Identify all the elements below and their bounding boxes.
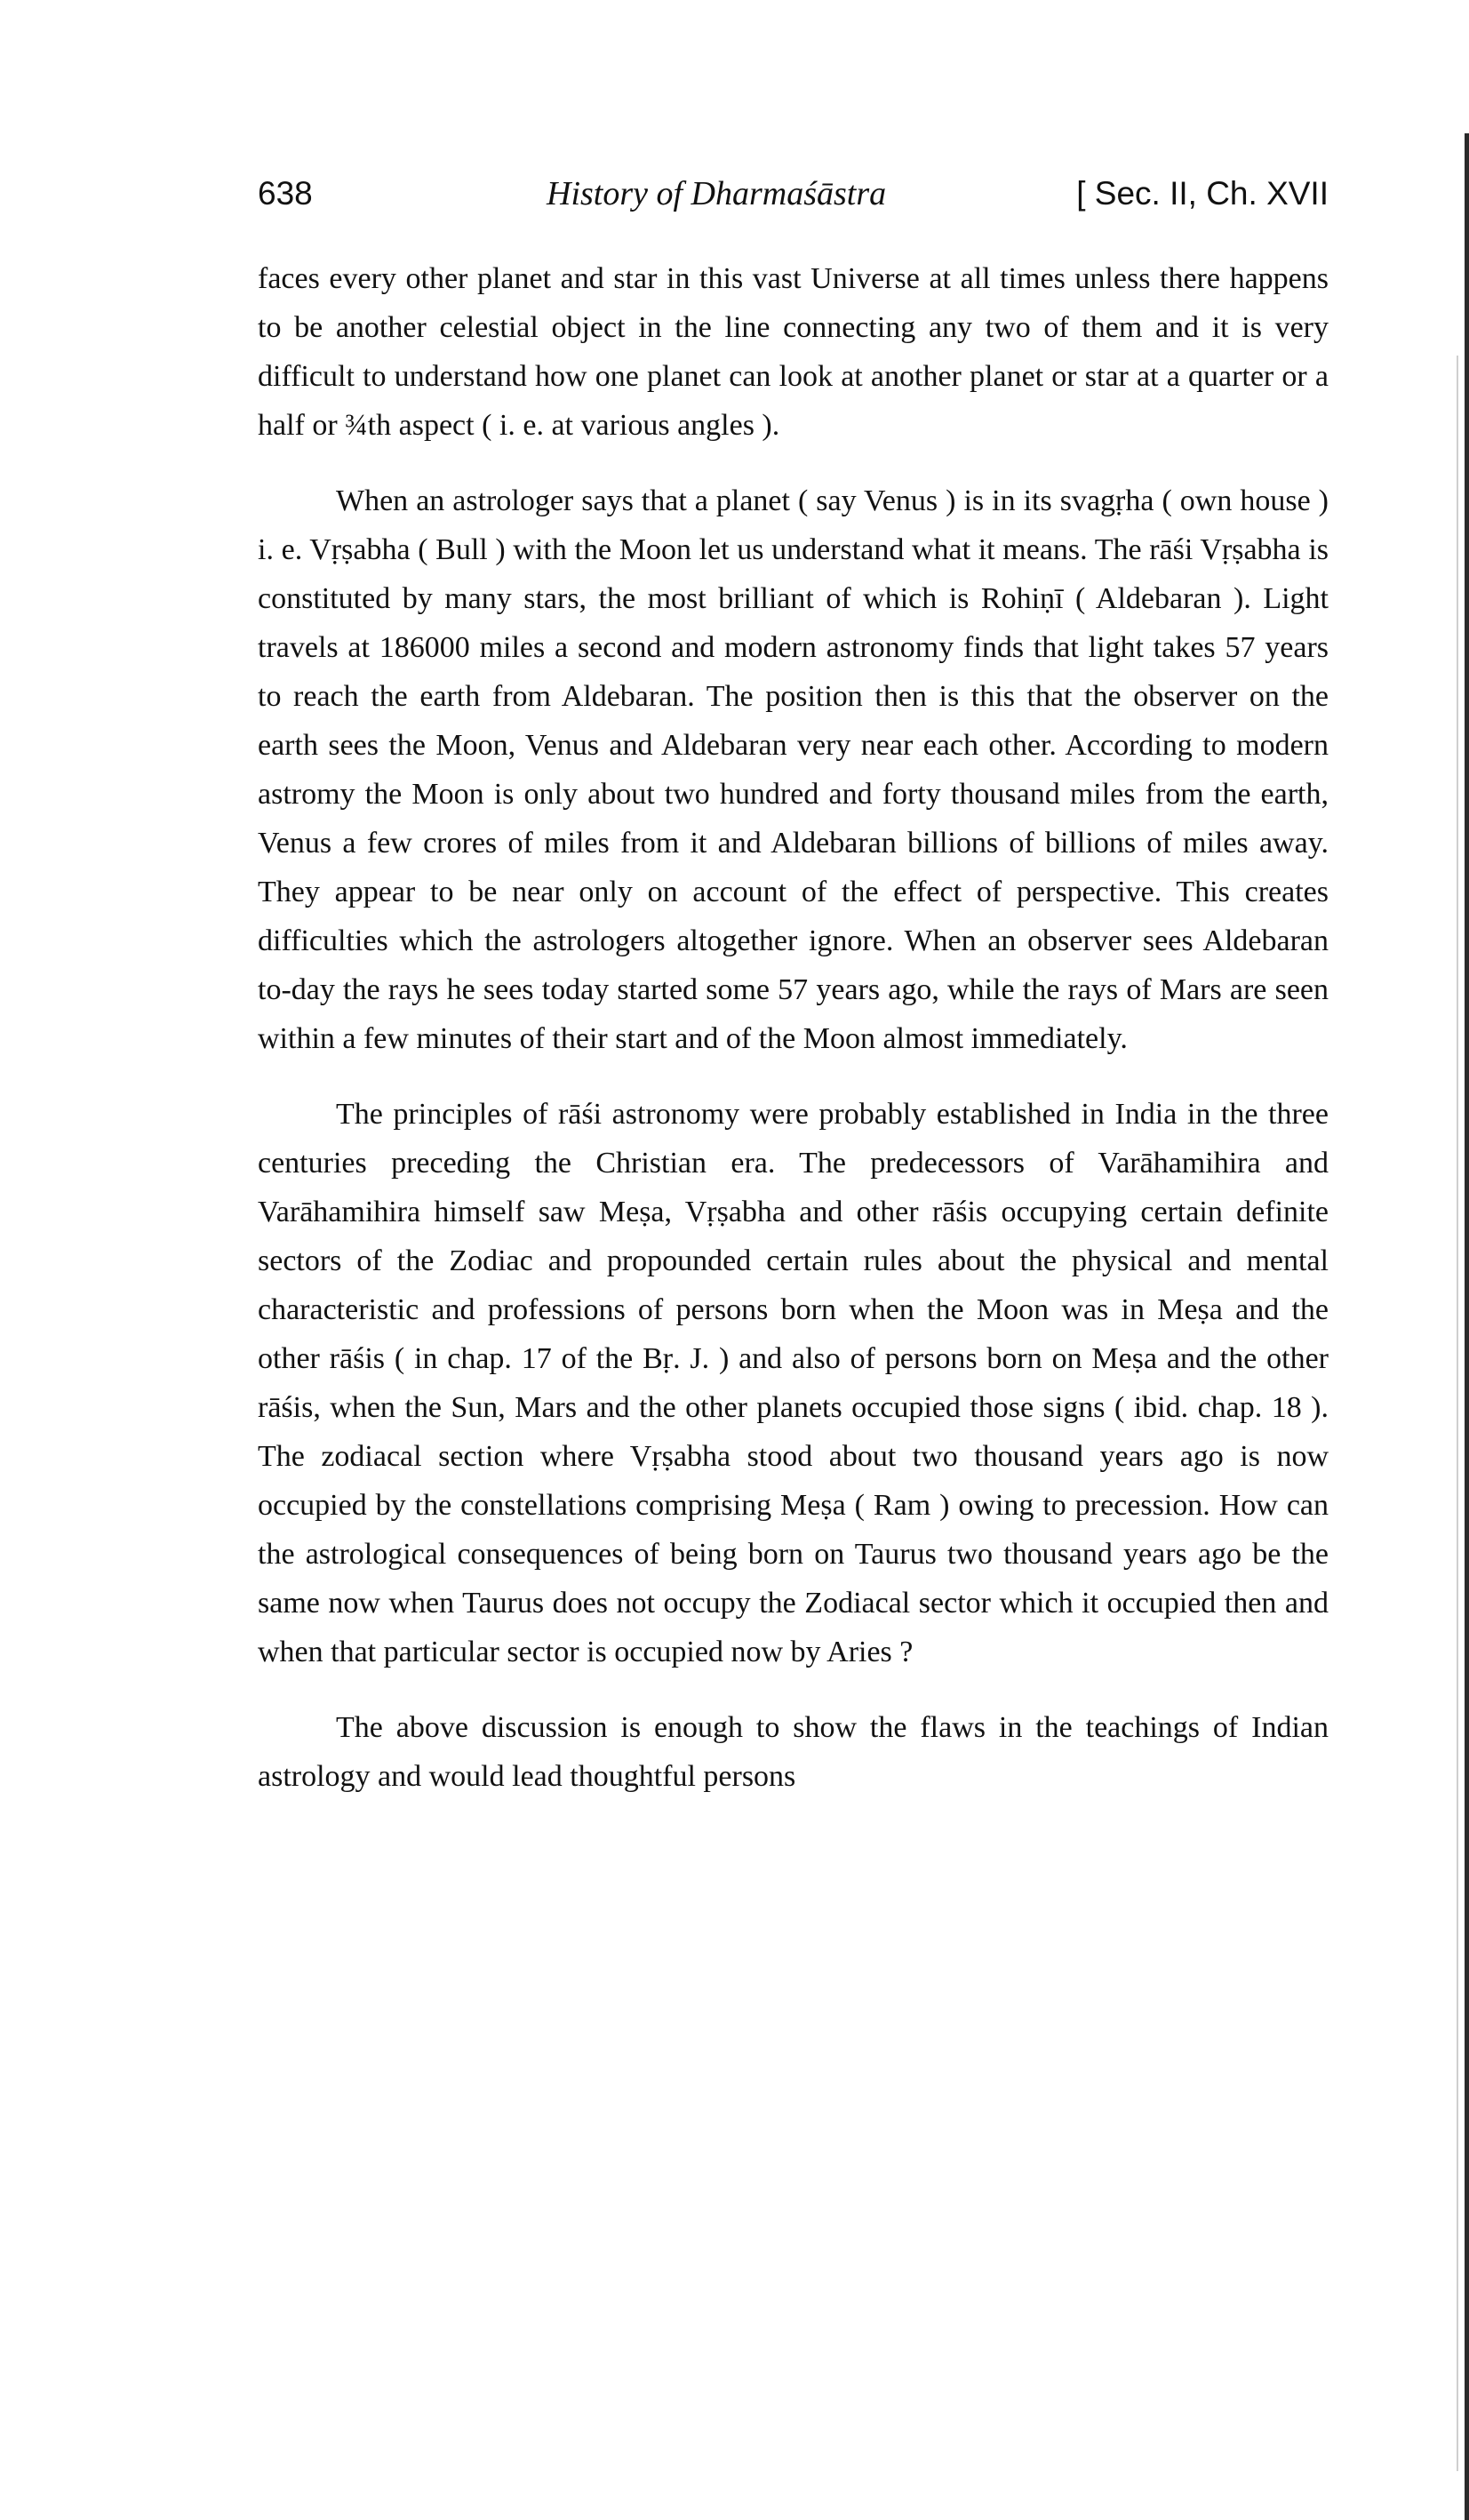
paragraph-venus-aldebaran: When an astrologer says that a planet ( say Venus ) is in its svagṛha ( own house ) i. e. Vṛṣabha ( Bull ) with the Moon let us understand what it means. The rāśi Vṛṣabha is constituted by many stars, the most brilliant of which is Rohiṇī ( Aldebaran ). Light travels at 186000 miles a second and modern astronomy finds that light takes 57 years to reach the earth from Aldebaran. The position then is this that the observer on the earth sees the Moon, Venus and Aldebaran very near each other. According to modern astromy the Moon is only about two hundred and forty thousand miles from the earth, Venus a few crores of miles from it and Aldebaran billions of billions of miles away. They appear to be near only on account of the effect of perspective. This creates difficulties which the astrologers altogether ignore. When an observer sees Aldebaran to-day the rays he sees today started some 57 years ago, while the rays of Mars are seen within a few minutes of their start and of the Moon almost immediately. <box>258 484 1329 1055</box>
paragraph-rasi-astronomy: The principles of rāśi astronomy were probably established in India in the three centuries preceding the Christian era. The predecessors of Varāhamihira and Varāhamihira himself saw Meṣa, Vṛṣabha and other rāśis occupying certain definite sectors of the Zodiac and propounded certain rules about the physical and mental characteristic and professions of persons born when the Moon was in Meṣa and the other rāśis ( in chap. 17 of the Bṛ. J. ) and also of persons born on Meṣa and the other rāśis, when the Sun, Mars and the other planets occupied those signs ( ibid. chap. 18 ). The zodiacal section where Vṛṣabha stood about two thousand years ago is now occupied by the constellations comprising Meṣa ( Ram ) owing to precession. How can the astrological consequences of being born on Taurus two thousand years ago be the same now when Taurus does not occupy the Zodiacal sector which it occupied then and when that particular sector is occupied now by Aries ? <box>258 1098 1329 1668</box>
page-edge-shadow <box>1465 133 1469 2520</box>
paragraph-conclusion: The above discussion is enough to show the flaws in the teachings of Indian astrology and would lead thoughtful persons <box>258 1711 1329 1793</box>
page-edge-line <box>1457 356 1458 2471</box>
page-number: 638 <box>258 175 313 212</box>
body-text <box>258 254 1329 1801</box>
running-title: History of Dharmaśāstra <box>547 175 887 212</box>
running-header <box>258 167 1329 220</box>
section-reference: [ Sec. II, Ch. XVII <box>1076 175 1329 212</box>
paragraph-continued: faces every other planet and star in this vast Universe at all times unless there happens to be another celestial object in the line connecting any two of them and it is very difficult to understand how one planet can look at another planet or star at a quarter or a half or ¾th aspect ( i. e. at various angles ). <box>258 262 1329 442</box>
